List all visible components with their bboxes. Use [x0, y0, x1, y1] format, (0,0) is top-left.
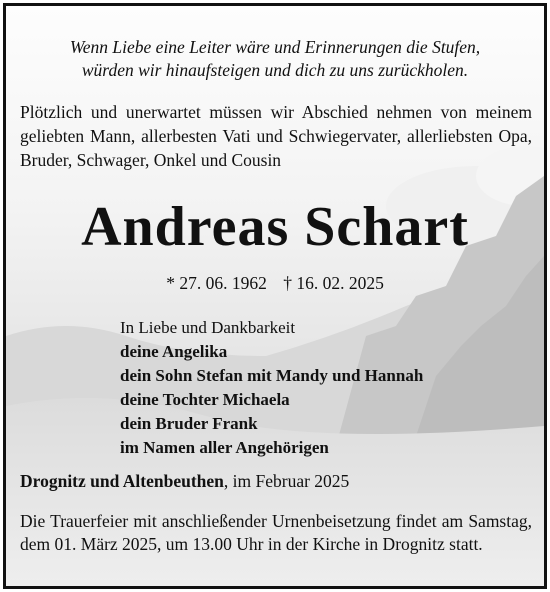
obituary-frame: [3, 3, 547, 589]
mourner-item: dein Sohn Stefan mit Mandy und Hannah: [120, 366, 424, 385]
quote-line-2: würden wir hinaufsteigen und dich zu uns zurückholen.: [81, 60, 469, 80]
place-date: , im Februar 2025: [223, 471, 350, 491]
intro-text: Plötzlich und unerwartet müssen wir Abschied nehmen von meinem geliebten Mann, allerbesten Vati und Schwiegervater, allerliebsten Opa, Bruder, Schwager, Onkel und Cousin: [20, 102, 532, 170]
mourner-item: deine Angelika: [120, 342, 228, 361]
life-dates: [6, 272, 544, 294]
mourner-item: deine Tochter Michaela: [120, 390, 290, 409]
birth-date: * 27. 06. 1962: [166, 273, 267, 293]
mourner-item: dein Bruder Frank: [120, 414, 258, 433]
mourners-list: [120, 316, 423, 460]
mourner-item: im Namen aller Angehörigen: [120, 438, 329, 457]
funeral-notice: Die Trauerfeier mit anschließender Urnenbeisetzung findet am Samstag, dem 01. März 2025, um 13.00 Uhr in der Kirche in Drognitz statt.: [20, 511, 532, 554]
place-and-date: [20, 470, 349, 492]
obituary-content: [6, 6, 544, 586]
death-date: † 16. 02. 2025: [283, 273, 384, 293]
mourners-lead: In Liebe und Dankbarkeit: [120, 318, 296, 337]
quote-line-1: Wenn Liebe eine Leiter wäre und Erinnerungen die Stufen,: [69, 37, 481, 57]
deceased-name: Andreas Schart: [81, 196, 469, 258]
place-locations: Drognitz und Altenbeuthen: [20, 471, 224, 491]
memorial-quote: [6, 36, 544, 82]
